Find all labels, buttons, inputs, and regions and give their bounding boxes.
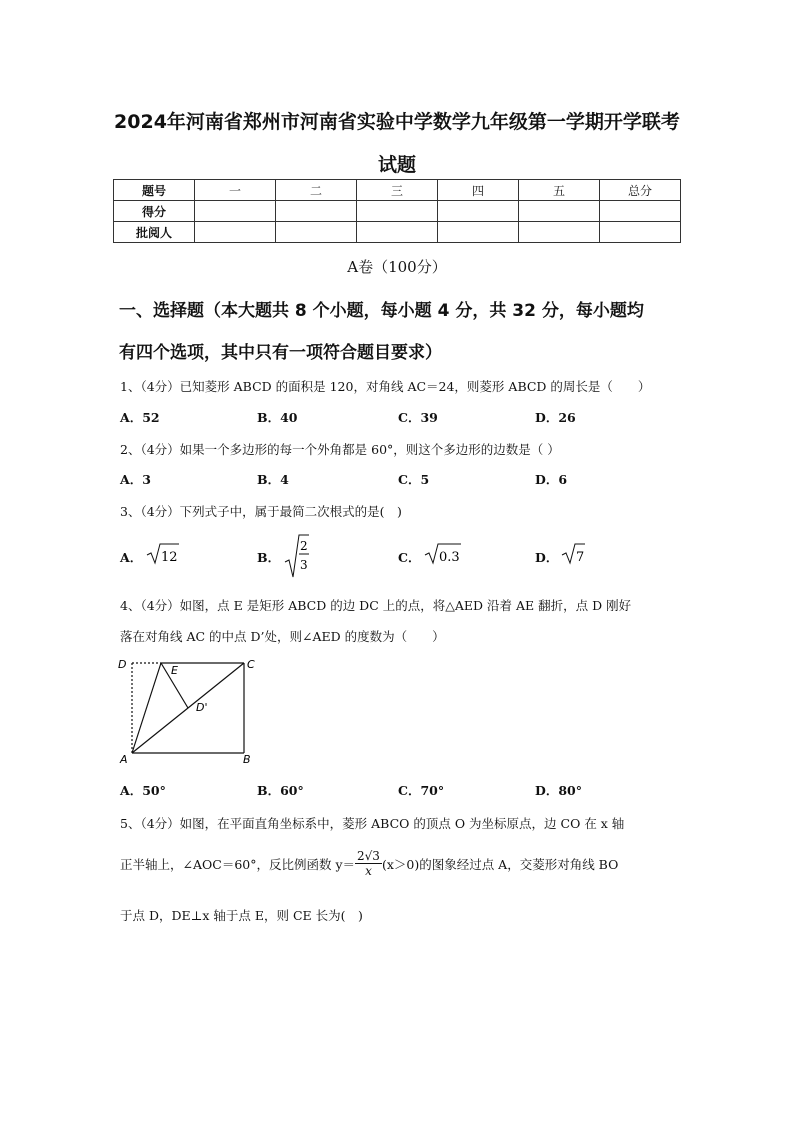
score-cell[interactable] [357,222,438,243]
q3-option-b-label[interactable]: B． [257,550,281,565]
score-header-cell: 三 [357,180,438,201]
q3-radicand-d: 7 [576,550,585,565]
question-5-line-2 [120,849,618,878]
score-cell[interactable] [276,222,357,243]
score-cell[interactable] [276,201,357,222]
q3-option-d-label[interactable]: D． [535,550,559,565]
figure-label-a: A [120,753,128,766]
question-5-line-3: 于点 D，DE⊥x 轴于点 E，则 CE 长为( ) [120,908,363,923]
q4-rectangle-figure [116,655,256,767]
question-2-text: 2、（4分）如果一个多边形的每一个外角都是 60°，则这个多边形的边数是（ ） [120,442,560,457]
q2-option-d[interactable]: D．6 [535,472,568,487]
q3-option-c-label[interactable]: C． [398,550,421,565]
score-header-cell: 题号 [114,180,195,201]
q5-fraction-numerator: 2√3 [357,849,380,863]
score-cell[interactable] [195,201,276,222]
score-cell[interactable] [519,222,600,243]
q5-fraction-denominator: x [365,864,372,878]
title-line-2: 试题 [377,154,416,176]
q1-option-d[interactable]: D．26 [535,410,576,425]
score-header-cell: 总分 [600,180,681,201]
section-heading-line-2: 有四个选项，其中只有一项符合题目要求） [119,343,442,363]
question-4-line-2: 落在对角线 AC 的中点 D’处，则∠AED 的度数为（ ） [120,629,445,644]
section-subtitle: A卷（100分） [347,258,447,276]
q2-option-a[interactable]: A．3 [120,472,151,487]
q3-option-d-radical [560,541,586,567]
q3-option-b-radical [283,532,311,580]
figure-label-d: D [118,658,127,671]
q1-option-a[interactable]: A．52 [120,410,160,425]
q2-option-c[interactable]: C．5 [398,472,430,487]
q3-radicand-a: 12 [161,550,178,565]
q3-option-a-label[interactable]: A． [120,550,143,565]
q3-option-a-radical [145,541,181,567]
figure-label-b: B [243,753,251,766]
score-cell[interactable] [438,201,519,222]
question-3-text: 3、（4分）下列式子中，属于最简二次根式的是( ) [120,504,402,519]
question-5-line-1: 5、（4分）如图，在平面直角坐标系中，菱形 ABCO 的顶点 O 为坐标原点，边 CO 在 x 轴 [120,816,625,831]
question-4-line-1: 4、（4分）如图，点 E 是矩形 ABCD 的边 DC 上的点，将△AED 沿着 AE 翻折，点 D 刚好 [120,598,632,613]
score-header-cell: 一 [195,180,276,201]
q5-fraction [355,849,382,878]
q1-option-b[interactable]: B．40 [257,410,298,425]
score-cell[interactable] [519,201,600,222]
q3-radicand-b-num: 2 [300,539,308,553]
q4-option-a[interactable]: A．50° [120,783,166,798]
score-cell[interactable] [600,201,681,222]
q5-line-2-post: (x＞0)的图象经过点 A，交菱形对角线 BO [381,856,619,872]
section-heading-line-1: 一、选择题（本大题共 8 个小题，每小题 4 分，共 32 分，每小题均 [119,301,644,321]
q5-line-2-pre: 正半轴上，∠AOC＝60°，反比例函数 y＝ [120,856,356,872]
q1-option-c[interactable]: C．39 [398,410,438,425]
score-cell[interactable] [357,201,438,222]
question-1-text: 1、（4分）已知菱形 ABCD 的面积是 120，对角线 AC＝24，则菱形 ABCD 的周长是（ ） [120,379,651,394]
q3-option-c-radical [423,541,463,567]
q4-option-c[interactable]: C．70° [398,783,445,798]
title-line-1: 2024年河南省郑州市河南省实验中学数学九年级第一学期开学联考 [114,111,680,133]
score-row-label: 批阅人 [114,222,195,243]
q4-option-d[interactable]: D．80° [535,783,582,798]
score-table-header-row [114,180,681,201]
score-table [113,179,681,243]
figure-label-e: E [171,664,178,677]
score-row-label: 得分 [114,201,195,222]
score-table-row [114,222,681,243]
score-header-cell: 五 [519,180,600,201]
figure-label-c: C [247,658,255,671]
figure-label-d-prime: D' [196,701,208,714]
q2-option-b[interactable]: B．4 [257,472,289,487]
score-cell[interactable] [600,222,681,243]
q3-radicand-b-den: 3 [300,558,308,572]
score-header-cell: 四 [438,180,519,201]
score-cell[interactable] [438,222,519,243]
score-header-cell: 二 [276,180,357,201]
score-table-row [114,201,681,222]
score-cell[interactable] [195,222,276,243]
q3-radicand-c: 0.3 [439,550,460,565]
q4-option-b[interactable]: B．60° [257,783,304,798]
